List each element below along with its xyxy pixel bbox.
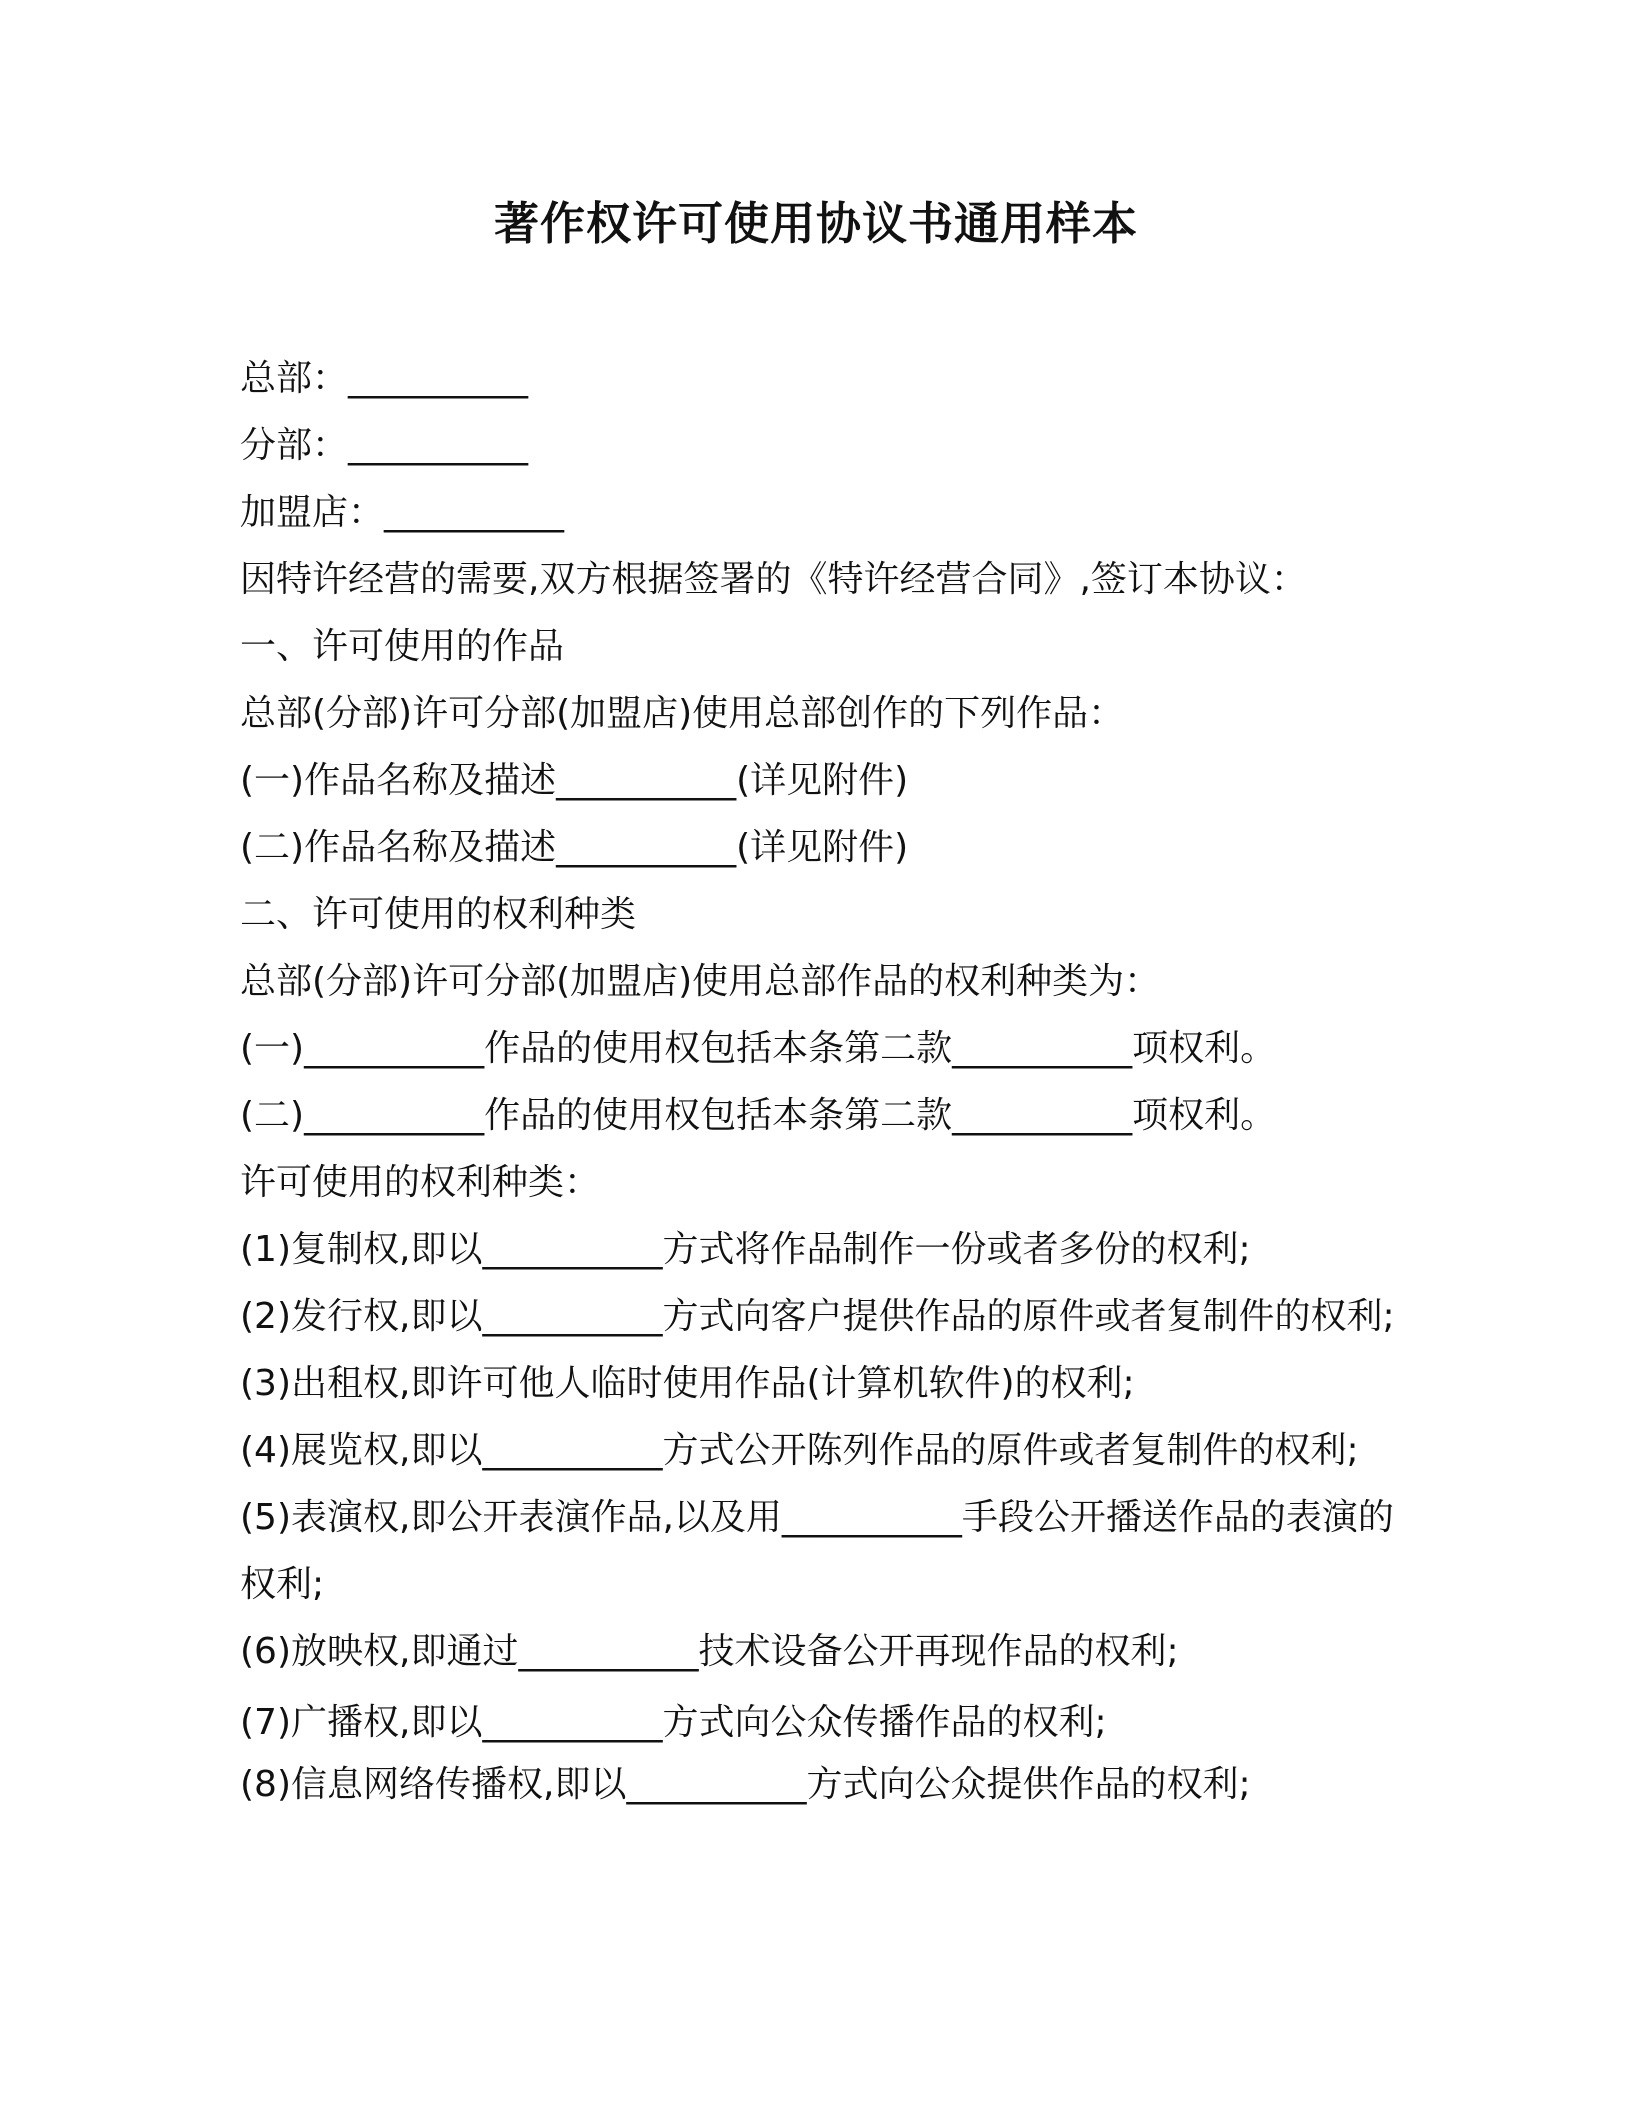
headquarters-line: 总部：__________ bbox=[240, 358, 529, 399]
right-broadcasting: (7)广播权,即以__________方式向公众传播作品的权利; bbox=[240, 1702, 1107, 1743]
branch-line: 分部：__________ bbox=[240, 425, 529, 466]
right-network-dissemination: (8)信息网络传播权,即以__________方式向公众提供作品的权利; bbox=[240, 1764, 1251, 1805]
right-performance: (5)表演权,即公开表演作品,以及用__________手段公开播送作品的表演的权利; bbox=[240, 1497, 1394, 1605]
rights-item-1: (一)__________作品的使用权包括本条第二款__________项权利。 bbox=[240, 1028, 1277, 1069]
right-distribution: (2)发行权,即以__________方式向客户提供作品的原件或者复制件的权利; bbox=[240, 1296, 1395, 1337]
agreement-intro: 因特许经营的需要,双方根据签署的《特许经营合同》,签订本协议： bbox=[240, 559, 1307, 600]
work-item-2: (二)作品名称及描述__________(详见附件) bbox=[240, 827, 909, 868]
right-rental: (3)出租权,即许可他人临时使用作品(计算机软件)的权利; bbox=[240, 1363, 1135, 1404]
franchise-store-line: 加盟店：__________ bbox=[240, 492, 565, 533]
right-exhibition: (4)展览权,即以__________方式公开陈列作品的原件或者复制件的权利; bbox=[240, 1430, 1359, 1471]
right-reproduction: (1)复制权,即以__________方式将作品制作一份或者多份的权利; bbox=[240, 1229, 1251, 1270]
rights-list-heading: 许可使用的权利种类： bbox=[240, 1162, 601, 1203]
rights-types-statement: 总部(分部)许可分部(加盟店)使用总部作品的权利种类为： bbox=[240, 961, 1161, 1002]
rights-item-2: (二)__________作品的使用权包括本条第二款__________项权利。 bbox=[240, 1095, 1277, 1136]
section-heading-licensed-works: 一、许可使用的作品 bbox=[240, 626, 565, 667]
work-item-1: (一)作品名称及描述__________(详见附件) bbox=[240, 760, 909, 801]
right-screening: (6)放映权,即通过__________技术设备公开再现作品的权利; bbox=[240, 1631, 1179, 1672]
document-title: 著作权许可使用协议书通用样本 bbox=[493, 197, 1138, 250]
section-heading-rights-types: 二、许可使用的权利种类 bbox=[240, 894, 637, 935]
document-body bbox=[240, 345, 1400, 1818]
licensed-works-statement: 总部(分部)许可分部(加盟店)使用总部创作的下列作品： bbox=[240, 693, 1125, 734]
